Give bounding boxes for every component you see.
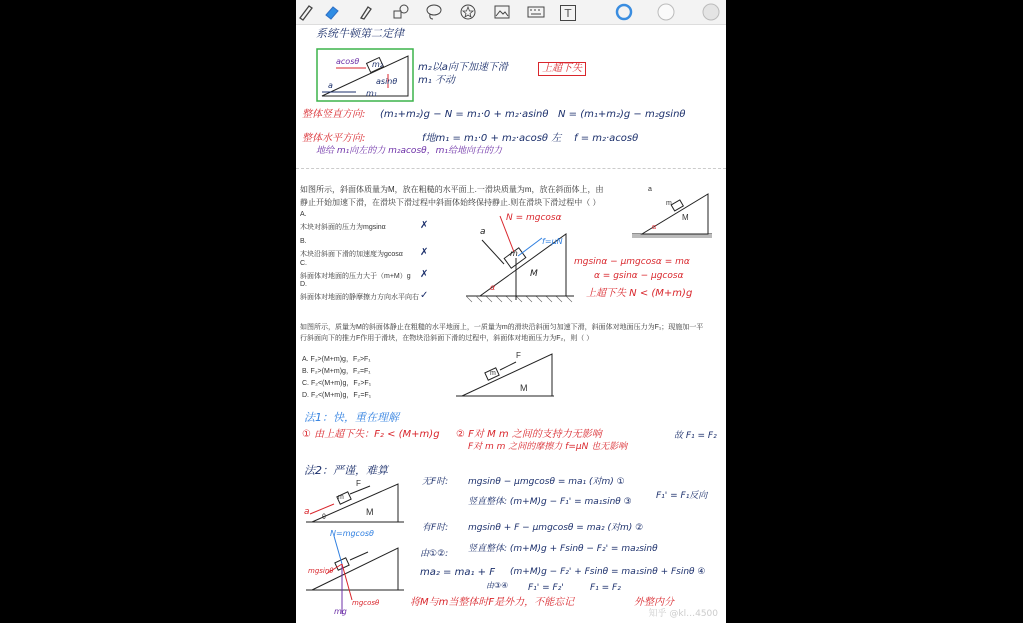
- toolbar: [296, 0, 726, 25]
- method2-fig-mgsin: mgsinθ: [308, 567, 334, 575]
- method2-ma2: ma₂ = ma₁ + F: [420, 567, 495, 578]
- method2-f-final: F₁ = F₂: [590, 583, 621, 593]
- method2-fig-M: M: [366, 507, 374, 517]
- q1-option-letter: D.: [300, 281, 307, 288]
- q1-eq3: 上超下失 N < (M+m)g: [586, 288, 693, 299]
- watermark: 知乎 @kl…4500: [648, 609, 718, 619]
- method2-fig-mgcos: mgcosθ: [352, 599, 380, 607]
- q1-fig-a: a: [480, 227, 486, 237]
- method2-fig-theta: θ: [322, 514, 326, 521]
- method2-fig-a: a: [304, 507, 310, 517]
- method2-fig-mg: mg: [334, 607, 347, 616]
- q1-option-text: 木块对斜面的压力为mgsinα: [300, 224, 386, 231]
- q2-figure: [456, 344, 556, 400]
- q1-small-a: a: [648, 186, 652, 193]
- q1-fig-f: f=μN: [542, 237, 563, 246]
- vertical-label: 整体竖直方向:: [302, 109, 366, 120]
- q1-option-mark: ✗: [420, 269, 429, 280]
- q1-stem-line2: 静止开始加速下滑，在滑块下滑过程中斜面体始终保持静止.则在滑块下滑过程中（ ）: [300, 198, 601, 207]
- desc-line2: m₁ 不动: [418, 75, 455, 86]
- note-page: [296, 0, 726, 623]
- method1-title: 法1：快，重在理解: [304, 411, 399, 424]
- q1-eq2: α = gsinα − μgcosα: [594, 271, 684, 281]
- method2-noF-eq2: 竖直整体: (m+M)g − F₁' = ma₁sinθ ③: [468, 497, 632, 507]
- q1-figure: [466, 212, 576, 304]
- q1-option-text: 木块沿斜面下滑的加速度为gcosα: [300, 251, 403, 258]
- q2-fig-F: F: [516, 351, 521, 360]
- divider: [296, 168, 726, 169]
- horizontal-eq: f地m₁ = m₁·0 + m₂·acosθ 左: [422, 133, 562, 144]
- q2-option: D. F₂<(M+m)g，F₂=F₁: [302, 392, 372, 399]
- q1-fig-N: N = mgcosα: [506, 213, 562, 223]
- method1-p2: ② F对 M m 之间的支持力无影响: [456, 429, 602, 440]
- method2-from12: 由①②:: [420, 549, 449, 559]
- label-m2: m₂: [372, 60, 383, 69]
- text-tool-label: T: [564, 6, 572, 20]
- method2-from34: 由③④: [486, 581, 509, 590]
- eraser-icon[interactable]: [322, 2, 342, 22]
- method1-p3: F对 m m 之间的摩擦力 f=μN 也无影响: [468, 442, 628, 452]
- q1-option-letter: B.: [300, 238, 307, 245]
- sticker-icon[interactable]: [458, 2, 478, 22]
- vertical-eq: (m₁+m₂)g − N = m₁·0 + m₂·asinθ: [380, 109, 549, 120]
- label-acos: acosθ: [336, 57, 360, 66]
- method2-hasF-eq2: 竖直整体: (m+M)g + Fsinθ − F₂' = ma₂sinθ: [468, 544, 658, 554]
- q1-small-figure: [632, 184, 714, 240]
- method2-fig-N: N=mgcosθ: [330, 529, 374, 538]
- q1-stem-line1: 如图所示，斜面体质量为M，放在粗糙的水平面上.一滑块质量为m，放在斜面体上，由: [300, 185, 604, 194]
- q1-option-text: 斜面体对地面的静摩擦力方向水平向右: [300, 294, 419, 301]
- text-icon[interactable]: [560, 5, 576, 21]
- method2-noF-result: F₁' = F₁反向: [656, 491, 708, 501]
- section1-title: 系统牛顿第二定律: [316, 27, 404, 40]
- label-asin: asinθ: [376, 77, 398, 86]
- method2-title: 法2：严谨，难算: [304, 464, 388, 477]
- method1-conclusion: 故 F₁ = F₂: [674, 431, 717, 441]
- q2-fig-M: M: [520, 383, 528, 393]
- q1-option-mark: ✗: [420, 220, 429, 231]
- q1-small-M: M: [682, 213, 689, 222]
- q1-option-letter: C.: [300, 260, 307, 267]
- q1-fig-M: M: [530, 269, 538, 279]
- q1-small-m: m: [666, 200, 672, 207]
- image-icon[interactable]: [492, 2, 512, 22]
- method2-hasF-eq1: mgsinθ + F − μmgcosθ = ma₂ (对m) ②: [468, 523, 644, 533]
- keyboard-icon[interactable]: [526, 2, 546, 22]
- q2-fig-m: m: [490, 370, 496, 377]
- q2-option: C. F₂<(M+m)g，F₂>F₁: [302, 380, 372, 387]
- pen-icon[interactable]: [296, 2, 316, 22]
- q1-option-text: 斜面体对地面的压力大于（m+M）g: [300, 273, 411, 280]
- method2-bottom-note2: 外整内分: [634, 597, 674, 608]
- horizontal-note: 地给 m₁向左的力 m₂acosθ，m₁给地向右的力: [316, 146, 503, 156]
- vertical-result: N = (m₁+m₂)g − m₂gsinθ: [558, 109, 686, 120]
- horizontal-label: 整体水平方向:: [302, 133, 366, 144]
- method2-arrow-eq: (m+M)g − F₂' + Fsinθ = ma₁sinθ + Fsinθ ④: [510, 567, 706, 577]
- label-m1: m₁: [366, 89, 377, 98]
- q1-small-alpha: α: [652, 224, 657, 231]
- q2-stem-line1: 如图所示，质量为M的斜面体静止在粗糙的水平地面上，一质量为m的滑块沿斜面匀加速下滑，斜面体对地面压力为F₁；现施加一平: [300, 324, 704, 331]
- q2-option: B. F₂>(M+m)g，F₂=F₁: [302, 368, 371, 375]
- method2-hasF-label: 有F时:: [422, 523, 449, 533]
- q1-fig-m: m: [510, 249, 518, 258]
- shapes-icon[interactable]: [391, 2, 411, 22]
- color-blue[interactable]: [614, 2, 634, 22]
- label-a: a: [328, 81, 333, 90]
- desc-line1: m₂以a向下加速下滑: [418, 62, 508, 73]
- method2-bottom-note: 将M与m当整体时F是外力，不能忘记: [410, 597, 575, 608]
- method2-f-eq: F₁' = F₂': [528, 583, 564, 593]
- q1-option-letter: A.: [300, 211, 307, 218]
- q1-option-mark: ✓: [420, 290, 429, 301]
- method2-fig-F: F: [356, 479, 361, 488]
- boxed-note: 上超下失: [538, 62, 586, 76]
- q1-option-mark: ✗: [420, 247, 429, 258]
- method2-noF-eq1: mgsinθ − μmgcosθ = ma₁ (对m) ①: [468, 477, 625, 487]
- lasso-icon[interactable]: [424, 2, 444, 22]
- q1-fig-alpha: α: [490, 283, 496, 292]
- method2-fig-m: m: [338, 494, 344, 501]
- method2-noF-label: 无F时:: [422, 477, 449, 487]
- highlighter-icon[interactable]: [356, 2, 376, 22]
- q1-eq1: mgsinα − μmgcosα = mα: [574, 257, 690, 267]
- color-white[interactable]: [656, 2, 676, 22]
- horizontal-result: f = m₂·acosθ: [574, 133, 639, 144]
- q2-option: A. F₂>(M+m)g，F₂>F₁: [302, 356, 371, 363]
- color-pattern[interactable]: [701, 2, 721, 22]
- q2-stem-line2: 行斜面向下的推力F作用于滑块，在物块沿斜面下滑的过程中，斜面体对地面压力为F₂，则（ ）: [300, 335, 594, 342]
- method1-p1: ① 由上超下失：F₂ < (M+m)g: [302, 429, 440, 440]
